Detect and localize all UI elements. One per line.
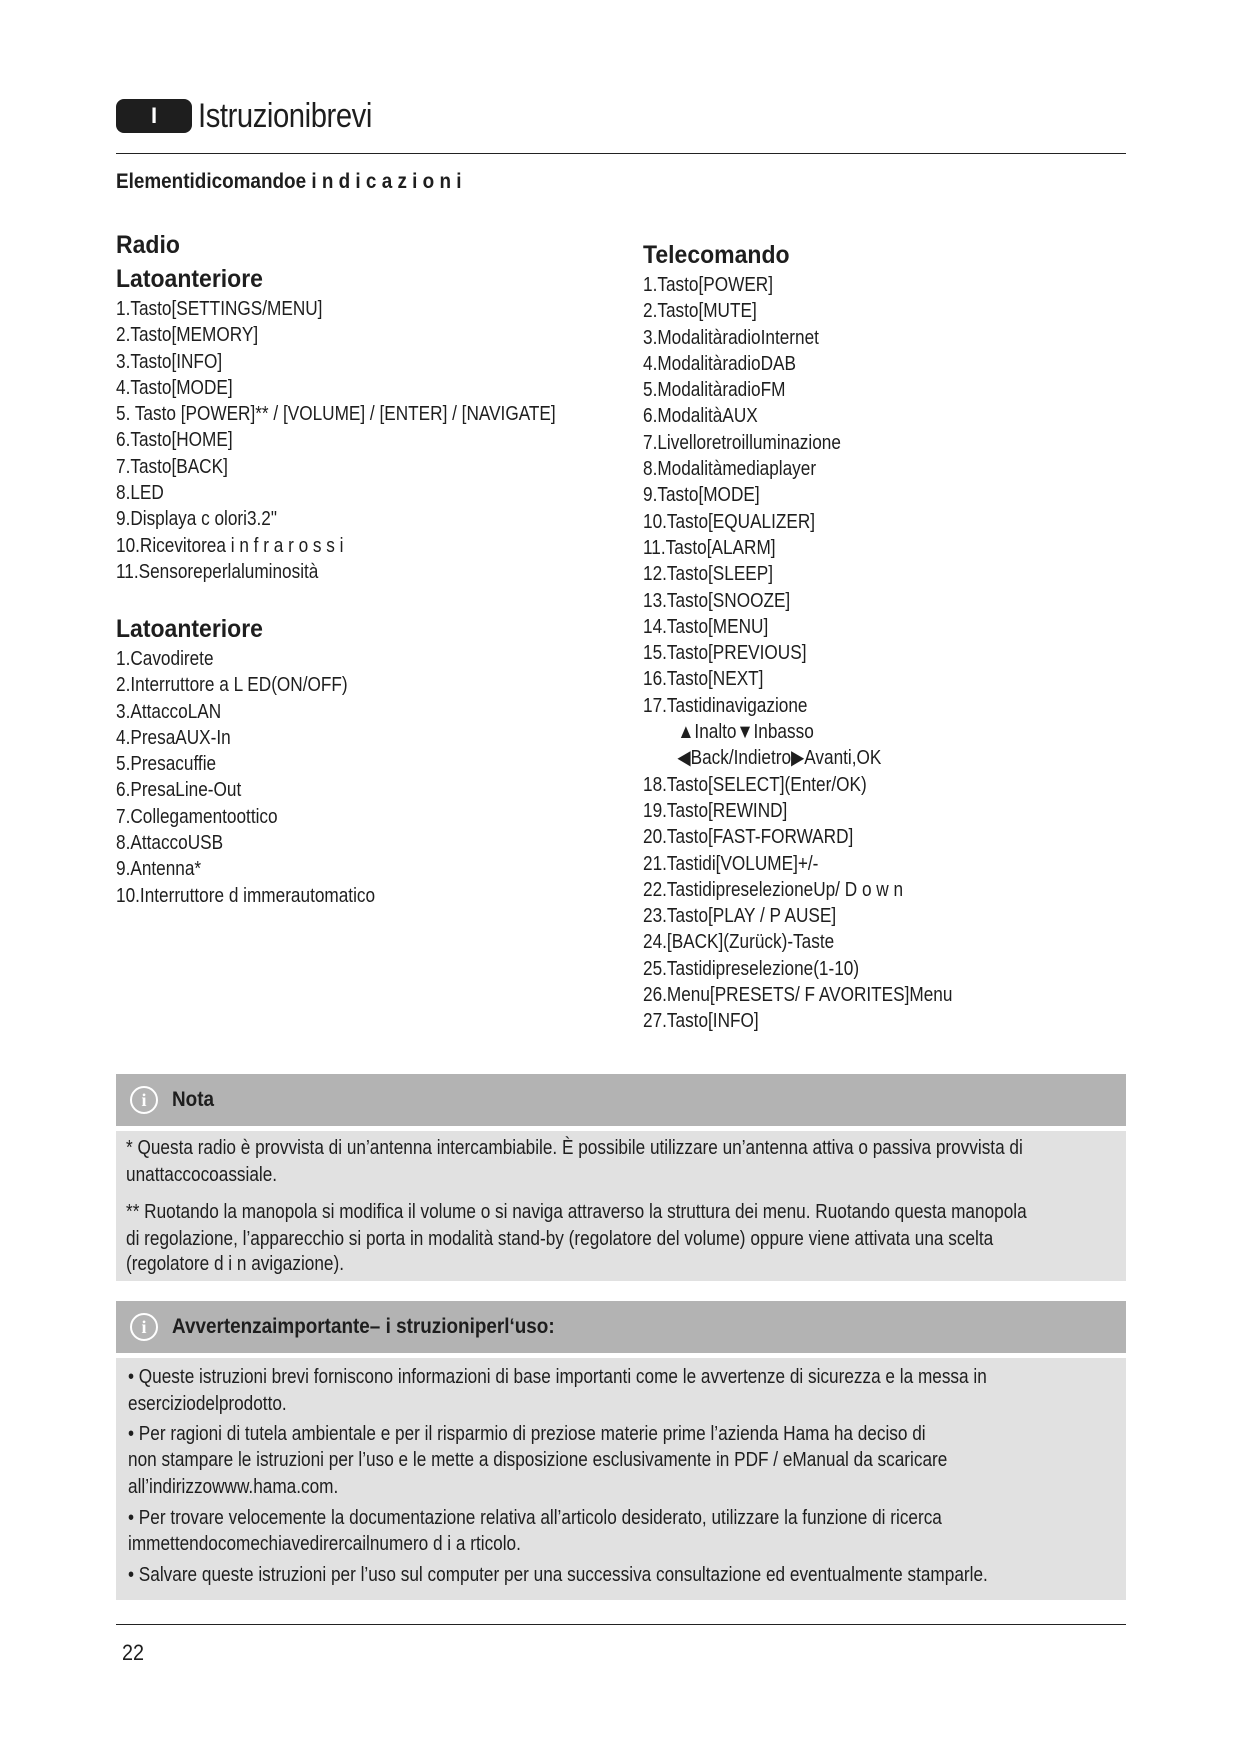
list-item: 1.Tasto[POWER] (643, 274, 773, 296)
note-line: unattaccocoassiale. (126, 1164, 278, 1186)
list-item: 1.Tasto[SETTINGS/MENU] (116, 298, 323, 320)
list-item: 3.ModalitàradioInternet (643, 326, 819, 349)
warning-line: • Queste istruzioni brevi forniscono informazioni di base importanti come le avvertenze di sicurezza e la messa in (128, 1366, 987, 1388)
list-item: 4.PresaAUX-In (116, 726, 231, 749)
list-item: 9.Antenna* (116, 858, 202, 881)
warning-line: immettendocomechiavedirercailnumero d i a rticolo. (128, 1533, 521, 1555)
list-item: 18.Tasto[SELECT](Enter/OK) (643, 773, 867, 796)
list-item: 10.Interruttore d immerautomatico (116, 884, 376, 907)
page-header (116, 96, 400, 136)
list-item: 14.Tasto[MENU] (643, 615, 769, 638)
note-line: * Questa radio è provvista di un’antenna intercambiabile. È possibile utilizzare un’antenna attiva o passiva provvista di (126, 1137, 1023, 1159)
page-title: Istruzionibrevi (198, 96, 372, 135)
info-icon: i (130, 1313, 158, 1341)
back-column (116, 612, 417, 909)
remote-column (643, 238, 1003, 1035)
warning-line: • Salvare queste istruzioni per l’uso sul computer per una successiva consultazione ed eventualmente stamparle. (128, 1564, 988, 1586)
radio-column (116, 228, 627, 585)
note-box-header (116, 1074, 1126, 1126)
remote-heading: Telecomando (643, 241, 790, 269)
front-list (116, 296, 627, 585)
note-line: (regolatore d i n avigazione). (126, 1253, 344, 1275)
list-item: 5.Presacuffie (116, 753, 217, 776)
list-item: 11.Sensoreperlaluminosità (116, 560, 319, 583)
list-item: 26.Menu[PRESETS/ F AVORITES]Menu (643, 984, 953, 1007)
info-icon: i (130, 1086, 158, 1114)
list-item: 8.Modalitàmediaplayer (643, 458, 817, 481)
list-item: 7.Livelloretroilluminazione (643, 431, 841, 454)
list-item: 15.Tasto[PREVIOUS] (643, 642, 807, 665)
list-item: 21.Tastidi[VOLUME]+/- (643, 852, 819, 875)
list-item: 7.Tasto[BACK] (116, 455, 228, 478)
footer-rule (116, 1624, 1126, 1625)
list-item: 22.TastidipreselezioneUp/ D o w n (643, 878, 904, 901)
list-item: 3.AttaccoLAN (116, 700, 222, 723)
list-item: 1.Cavodirete (116, 648, 214, 670)
list-item: 27.Tasto[INFO] (643, 1010, 759, 1033)
section-title: Elementidicomandoe i n d i c a z i o n i (116, 170, 462, 193)
list-item: 8.LED (116, 482, 164, 505)
list-item: 23.Tasto[PLAY / P AUSE] (643, 905, 837, 928)
note-line: di regolazione, l’apparecchio si porta in modalità stand-by (regolatore del volume) oppure viene attivata una scelta (126, 1228, 994, 1250)
back-list (116, 646, 417, 909)
warning-line: all’indirizzowww.hama.com. (128, 1476, 339, 1498)
warning-line: eserciziodelprodotto. (128, 1393, 287, 1415)
list-item: 20.Tasto[FAST-FORWARD] (643, 826, 854, 849)
list-item: 17.Tastidinavigazione (643, 694, 808, 717)
warning-line: • Per trovare velocemente la documentazione relativa all’articolo desiderato, utilizzare la funzione di ricerca (128, 1507, 942, 1529)
list-item: 2.Tasto[MUTE] (643, 300, 757, 323)
header-rule (116, 153, 1126, 154)
list-item: 10.Ricevitorea i n f r a r o s s i (116, 534, 344, 557)
front-heading: Latoanteriore (116, 265, 263, 293)
warning-line: non stampare le istruzioni per l’uso e le mette a disposizione esclusivamente in PDF / eManual da scaricare (128, 1449, 948, 1471)
list-item: 3.Tasto[INFO] (116, 350, 223, 373)
list-item: 13.Tasto[SNOOZE] (643, 589, 791, 612)
list-item: 7.Collegamentoottico (116, 805, 278, 828)
warning-box-header (116, 1301, 1126, 1353)
list-item: 11.Tasto[ALARM] (643, 536, 776, 559)
list-item: 2.Interruttore a L ED(ON/OFF) (116, 674, 348, 697)
note-title: Nota (172, 1088, 215, 1111)
warning-line: • Per ragioni di tutela ambientale e per il risparmio di preziose materie prime l’azienda Hama ha deciso di (128, 1423, 926, 1445)
remote-list (643, 272, 1003, 1035)
list-item: 10.Tasto[EQUALIZER] (643, 510, 816, 533)
warning-box-body (116, 1358, 1126, 1600)
note-box-body (116, 1131, 1126, 1281)
list-item: 24.[BACK](Zurück)-Taste (643, 931, 835, 954)
nav-sub-item: ◀Back/Indietro▶Avanti,OK (677, 747, 882, 770)
list-item: 25.Tastidipreselezione(1-10) (643, 957, 860, 980)
back-heading: Latoanteriore (116, 615, 263, 643)
list-item: 6.PresaLine-Out (116, 779, 242, 802)
list-item: 9.Tasto[MODE] (643, 484, 760, 507)
list-item: 6.Tasto[HOME] (116, 429, 233, 452)
list-item: 5.ModalitàradioFM (643, 379, 786, 402)
list-item: 4.Tasto[MODE] (116, 376, 233, 399)
list-item: 6.ModalitàAUX (643, 405, 758, 428)
list-item: 4.ModalitàradioDAB (643, 352, 796, 375)
list-item: 19.Tasto[REWIND] (643, 799, 788, 822)
list-item: 8.AttaccoUSB (116, 832, 224, 855)
warning-title: Avvertenzaimportante– i struzioniperl‘uso: (172, 1315, 555, 1338)
list-item: 9.Displaya c olori3.2" (116, 508, 277, 531)
list-item: 5. Tasto [POWER]** / [VOLUME] / [ENTER] / [NAVIGATE] (116, 403, 556, 426)
language-badge: I (116, 99, 192, 133)
note-line: ** Ruotando la manopola si modifica il volume o si naviga attraverso la struttura dei menu. Ruotando questa manopola (126, 1201, 1027, 1223)
list-item: 2.Tasto[MEMORY] (116, 324, 259, 347)
list-item: 16.Tasto[NEXT] (643, 668, 764, 691)
nav-sub-item: ▲Inalto▼Inbasso (677, 721, 814, 744)
page-number: 22 (122, 1640, 145, 1665)
list-item: 12.Tasto[SLEEP] (643, 563, 774, 586)
radio-heading: Radio (116, 231, 180, 259)
